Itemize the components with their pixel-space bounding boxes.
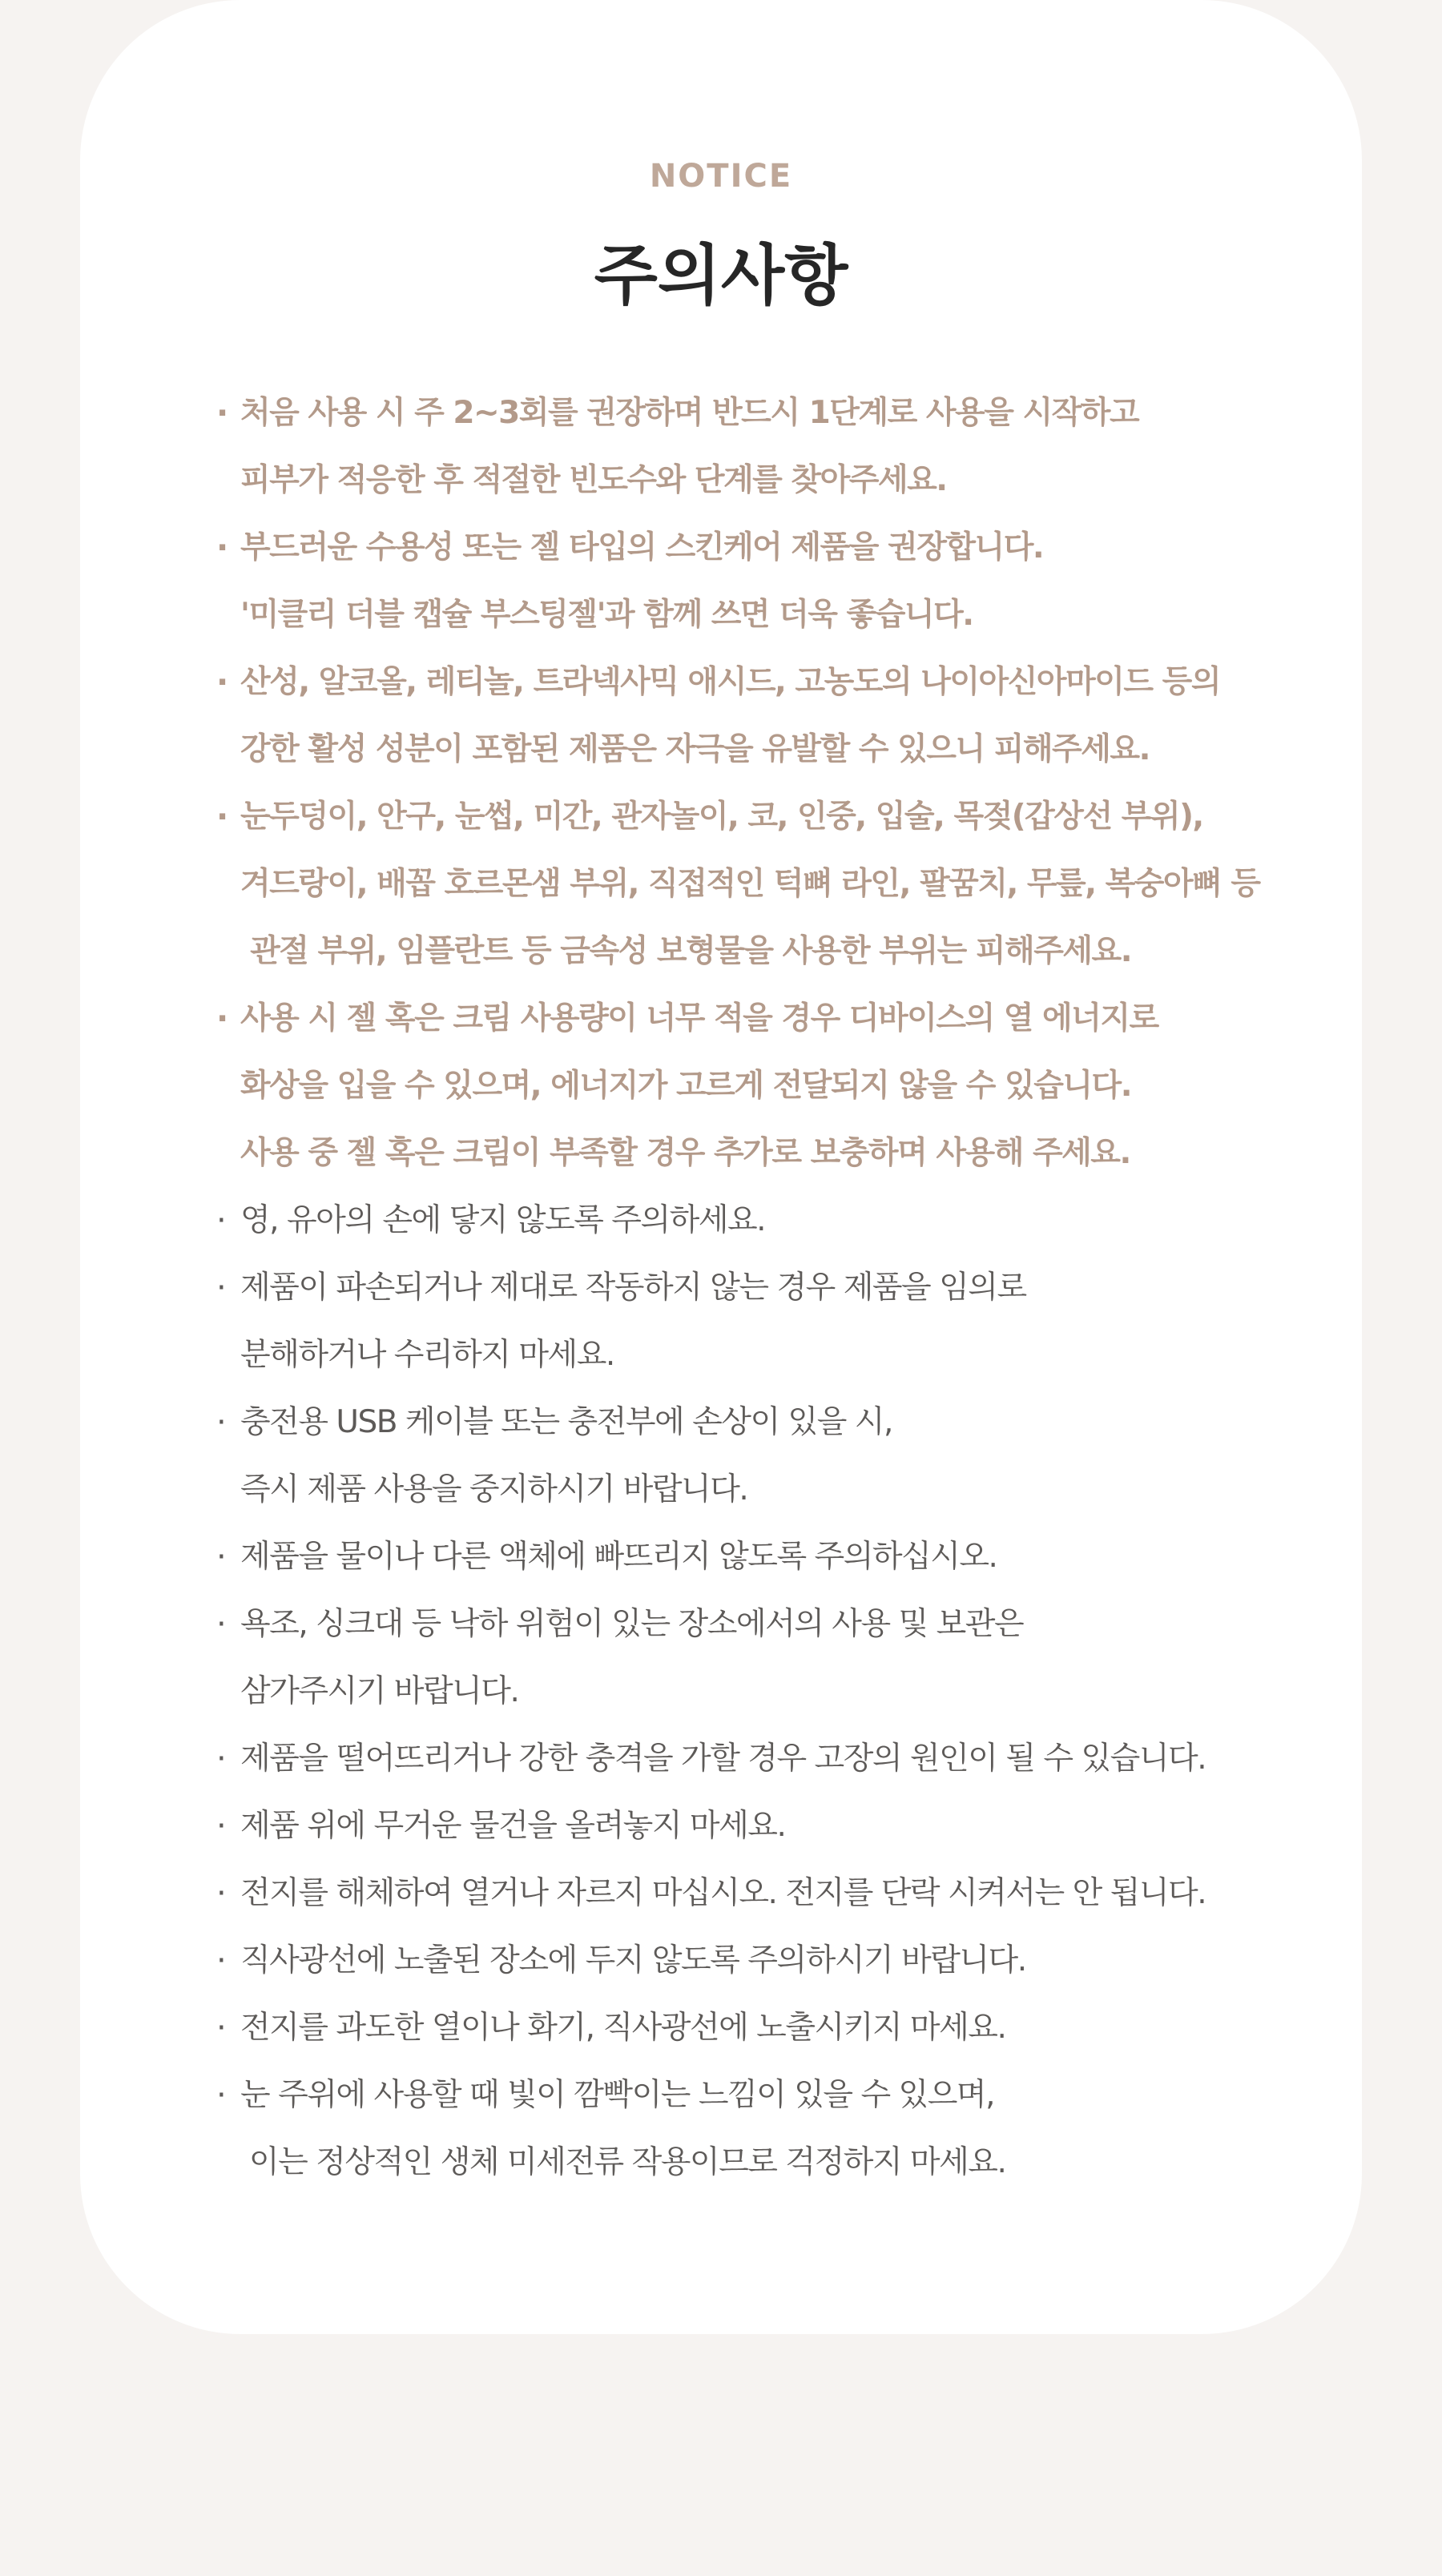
notice-item-text: [240, 1389, 1354, 1523]
notice-line: 분해하거나 수리하지 마세요.: [240, 1337, 614, 1373]
notice-item: [216, 1860, 1354, 1927]
notice-eyebrow: NOTICE: [649, 158, 793, 195]
bullet-marker: ·: [216, 1539, 227, 1576]
notice-line: 사용 시 젤 혹은 크림 사용량이 너무 적을 경우 디바이스의 열 에너지로: [240, 1000, 1158, 1036]
bullet-marker: ·: [216, 2077, 227, 2114]
notice-line: 제품을 물이나 다른 액체에 빠뜨리지 않도록 주의하십시오.: [240, 1539, 997, 1575]
notice-line: 처음 사용 시 주 2~3회를 권장하며 반드시 1단계로 사용을 시작하고: [240, 395, 1139, 431]
notice-line: 제품을 떨어뜨리거나 강한 충격을 가할 경우 고장의 원인이 될 수 있습니다.: [240, 1741, 1206, 1777]
notice-item-text: [240, 1994, 1354, 2062]
notice-item-text: [240, 1725, 1354, 1793]
notice-line: 피부가 적응한 후 적절한 빈도수와 단계를 찾아주세요.: [240, 462, 947, 498]
notice-item-text: [240, 1860, 1354, 1927]
notice-line: 겨드랑이, 배꼽 호르몬샘 부위, 직접적인 턱뼈 라인, 팔꿈치, 무릎, 복숭아뼈 등: [240, 866, 1260, 902]
notice-line: 눈두덩이, 안구, 눈썹, 미간, 관자놀이, 코, 인중, 입술, 목젖(갑상선 부위),: [240, 799, 1203, 835]
notice-line: 제품 위에 무거운 물건을 올려놓지 마세요.: [240, 1808, 786, 1844]
notice-item: [216, 1254, 1354, 1389]
notice-line: 제품이 파손되거나 제대로 작동하지 않는 경우 제품을 임의로: [240, 1270, 1026, 1306]
notice-line: 이는 정상적인 생체 미세전류 작용이므로 걱정하지 마세요.: [240, 2144, 1006, 2180]
bullet-marker: ·: [216, 1808, 227, 1845]
notice-line: 사용 중 젤 혹은 크림이 부족할 경우 추가로 보충하며 사용해 주세요.: [240, 1135, 1130, 1171]
notice-item-text: [240, 1927, 1354, 1994]
notice-line: 전지를 해체하여 열거나 자르지 마십시오. 전지를 단락 시켜서는 안 됩니다.: [240, 1875, 1206, 1911]
notice-line: 산성, 알코올, 레티놀, 트라넥사믹 애시드, 고농도의 나이아신아마이드 등의: [240, 664, 1221, 700]
bullet-marker: ·: [216, 529, 229, 566]
notice-line: 눈 주위에 사용할 때 빛이 깜빡이는 느낌이 있을 수 있으며,: [240, 2077, 994, 2113]
notice-item-text: [240, 1187, 1354, 1254]
bullet-marker: ·: [216, 799, 229, 835]
notice-item: [216, 649, 1354, 783]
bullet-marker: ·: [216, 1404, 227, 1441]
notice-line: 영, 유아의 손에 닿지 않도록 주의하세요.: [240, 1202, 766, 1238]
notice-list: [216, 380, 1354, 2196]
notice-item: [216, 380, 1354, 514]
notice-line: 전지를 과도한 열이나 화기, 직사광선에 노출시키지 마세요.: [240, 2010, 1006, 2046]
notice-item: [216, 783, 1354, 985]
bullet-marker: ·: [216, 1875, 227, 1912]
notice-item: [216, 1793, 1354, 1860]
notice-line: 직사광선에 노출된 장소에 두지 않도록 주의하시기 바랍니다.: [240, 1942, 1026, 1978]
notice-line: 강한 활성 성분이 포함된 제품은 자극을 유발할 수 있으니 피해주세요.: [240, 731, 1150, 767]
notice-item: [216, 514, 1354, 649]
notice-item-text: [240, 380, 1354, 514]
notice-line: 충전용 USB 케이블 또는 충전부에 손상이 있을 시,: [240, 1404, 892, 1440]
notice-item: [216, 1927, 1354, 1994]
notice-card: [80, 0, 1362, 2334]
notice-item: [216, 2062, 1354, 2196]
notice-item: [216, 1591, 1354, 1725]
notice-item-text: [240, 783, 1354, 985]
notice-item: [216, 1389, 1354, 1523]
notice-line: 즉시 제품 사용을 중지하시기 바랍니다.: [240, 1471, 748, 1507]
notice-line: '미클리 더블 캡슐 부스팅젤'과 함께 쓰면 더욱 좋습니다.: [240, 597, 973, 633]
bullet-marker: ·: [216, 664, 229, 701]
notice-item: [216, 1725, 1354, 1793]
bullet-marker: ·: [216, 395, 229, 432]
notice-item: [216, 1994, 1354, 2062]
bullet-marker: ·: [216, 2010, 227, 2047]
notice-item-text: [240, 514, 1354, 649]
notice-item-text: [240, 1793, 1354, 1860]
notice-line: 삼가주시기 바랍니다.: [240, 1673, 519, 1709]
notice-line: 화상을 입을 수 있으며, 에너지가 고르게 전달되지 않을 수 있습니다.: [240, 1068, 1132, 1104]
notice-item-text: [240, 2062, 1354, 2196]
notice-item-text: [240, 1523, 1354, 1591]
notice-item-text: [240, 1591, 1354, 1725]
bullet-marker: ·: [216, 1606, 227, 1643]
bullet-marker: ·: [216, 1202, 227, 1239]
bullet-marker: ·: [216, 1270, 227, 1306]
notice-item-text: [240, 649, 1354, 783]
notice-line: 욕조, 싱크대 등 낙하 위험이 있는 장소에서의 사용 및 보관은: [240, 1606, 1024, 1642]
notice-item-text: [240, 985, 1354, 1187]
bullet-marker: ·: [216, 1000, 229, 1037]
notice-item-text: [240, 1254, 1354, 1389]
bullet-marker: ·: [216, 1942, 227, 1979]
bullet-marker: ·: [216, 1741, 227, 1777]
notice-item: [216, 985, 1354, 1187]
page-title: 주의사항: [594, 238, 848, 314]
notice-item: [216, 1523, 1354, 1591]
notice-item: [216, 1187, 1354, 1254]
notice-line: 관절 부위, 임플란트 등 금속성 보형물을 사용한 부위는 피해주세요.: [240, 933, 1132, 969]
notice-line: 부드러운 수용성 또는 젤 타입의 스킨케어 제품을 권장합니다.: [240, 529, 1044, 566]
